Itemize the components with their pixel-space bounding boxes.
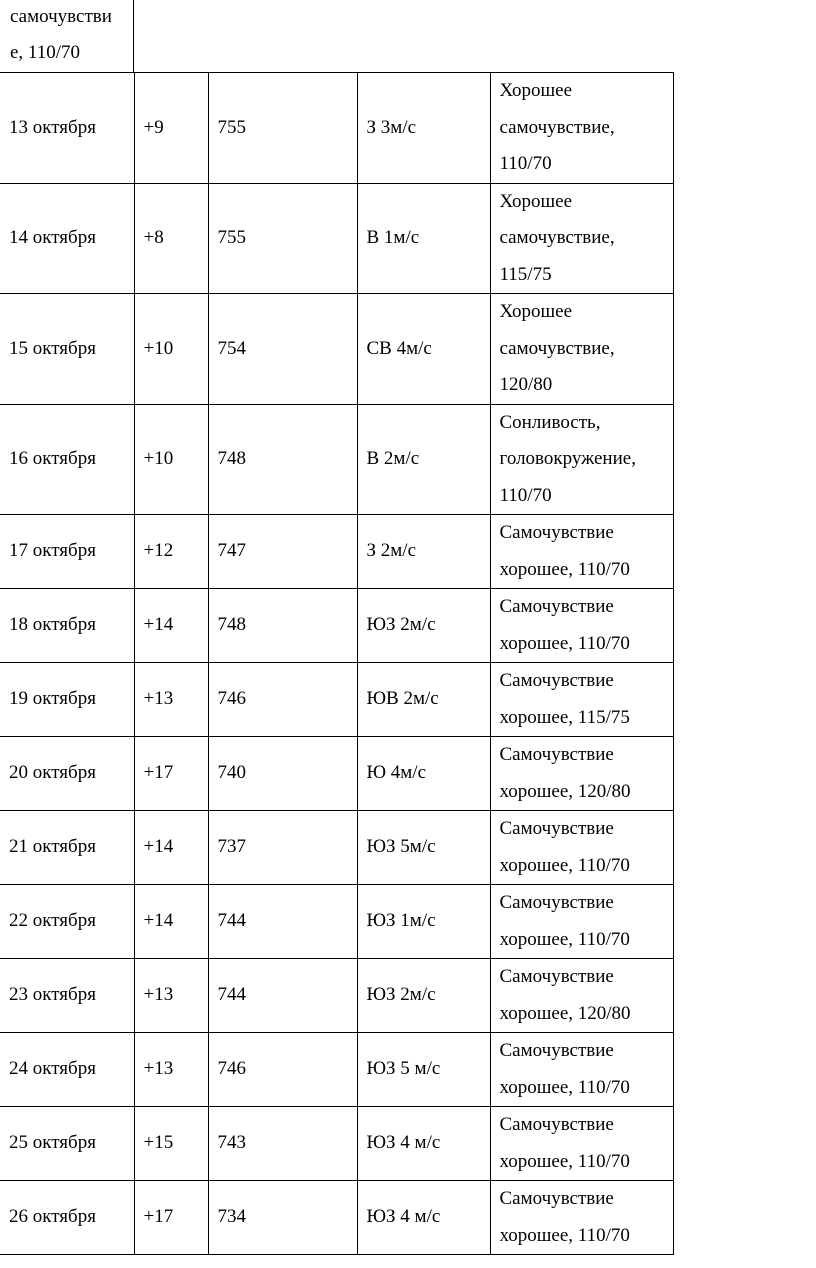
table-row (0, 515, 673, 589)
temperature-cell: +13 (134, 663, 208, 737)
pressure-cell: 754 (208, 294, 357, 405)
wellbeing-line: Сонливость, (499, 411, 601, 433)
wellbeing-cell (490, 183, 673, 294)
wellbeing-cell (490, 959, 673, 1033)
pressure-cell: 748 (208, 589, 357, 663)
wellbeing-cell (490, 404, 673, 515)
wellbeing-line: хорошее, 115/75 (499, 706, 630, 728)
table-row (0, 404, 673, 515)
wellbeing-line: Хорошее (499, 80, 573, 101)
pressure-cell: 748 (208, 404, 357, 515)
wellbeing-line: Самочувствие (499, 1114, 614, 1135)
wellbeing-cell (490, 737, 673, 811)
temperature-cell: +13 (134, 1033, 208, 1107)
wellbeing-line: Самочувствие (499, 522, 614, 543)
wind-cell: ЮЗ 2м/с (357, 959, 490, 1033)
table-row (0, 589, 673, 663)
temperature-cell: +12 (134, 515, 208, 589)
pressure-cell: 744 (208, 885, 357, 959)
wellbeing-cell (490, 885, 673, 959)
table-row (0, 737, 673, 811)
fragment-line-1: самочувстви (10, 6, 112, 27)
table-row (0, 1107, 673, 1181)
wind-cell: З 2м/с (357, 515, 490, 589)
wellbeing-line: хорошее, 110/70 (499, 632, 630, 654)
pressure-cell: 746 (208, 663, 357, 737)
table-body (0, 73, 673, 1255)
table-row (0, 885, 673, 959)
wind-cell: ЮЗ 2м/с (357, 589, 490, 663)
wellbeing-line: хорошее, 110/70 (499, 854, 630, 876)
wellbeing-line: Самочувствие (499, 966, 614, 987)
wellbeing-cell (490, 663, 673, 737)
wind-cell: ЮВ 2м/с (357, 663, 490, 737)
temperature-cell: +8 (134, 183, 208, 294)
date-cell: 26 октября (0, 1181, 134, 1255)
wind-cell: СВ 4м/с (357, 294, 490, 405)
wellbeing-cell (490, 1033, 673, 1107)
date-cell: 16 октября (0, 404, 134, 515)
wellbeing-line: Самочувствие (499, 744, 614, 765)
wellbeing-line: хорошее, 120/80 (499, 1002, 631, 1024)
wellbeing-line: Самочувствие (499, 596, 614, 617)
table-row (0, 73, 673, 184)
wellbeing-line: хорошее, 110/70 (499, 1076, 630, 1098)
wellbeing-line: Самочувствие (499, 818, 614, 839)
date-cell: 23 октября (0, 959, 134, 1033)
temperature-cell: +17 (134, 737, 208, 811)
pressure-cell: 740 (208, 737, 357, 811)
pressure-cell: 755 (208, 183, 357, 294)
wellbeing-line: самочувствие, (499, 337, 615, 359)
date-cell: 17 октября (0, 515, 134, 589)
date-cell: 21 октября (0, 811, 134, 885)
table-row (0, 183, 673, 294)
temperature-cell: +9 (134, 73, 208, 184)
wind-cell: Ю 4м/с (357, 737, 490, 811)
wind-cell: З 3м/с (357, 73, 490, 184)
weather-wellbeing-table (0, 72, 674, 1255)
date-cell: 25 октября (0, 1107, 134, 1181)
wellbeing-line: самочувствие, (499, 116, 615, 138)
wellbeing-line: Хорошее (499, 301, 573, 322)
wellbeing-line: 120/80 (499, 374, 553, 395)
temperature-cell: +14 (134, 885, 208, 959)
wellbeing-line: Самочувствие (499, 670, 614, 691)
pressure-cell: 743 (208, 1107, 357, 1181)
wellbeing-cell (490, 1107, 673, 1181)
temperature-cell: +13 (134, 959, 208, 1033)
wind-cell: ЮЗ 4 м/с (357, 1181, 490, 1255)
temperature-cell: +14 (134, 811, 208, 885)
wellbeing-cell (490, 1181, 673, 1255)
wellbeing-cell (490, 811, 673, 885)
table-row (0, 1033, 673, 1107)
pressure-cell: 755 (208, 73, 357, 184)
wellbeing-line: самочувствие, (499, 227, 615, 248)
date-cell: 20 октября (0, 737, 134, 811)
table-row (0, 959, 673, 1033)
wellbeing-line: Самочувствие (499, 1040, 614, 1061)
fragment-line-2: е, 110/70 (10, 42, 81, 63)
pressure-cell: 737 (208, 811, 357, 885)
pressure-cell: 747 (208, 515, 357, 589)
date-cell: 19 октября (0, 663, 134, 737)
wellbeing-line: хорошее, 110/70 (499, 928, 630, 950)
continued-cell-fragment (0, 0, 134, 73)
wellbeing-line: головокружение, (499, 448, 636, 469)
date-cell: 22 октября (0, 885, 134, 959)
temperature-cell: +14 (134, 589, 208, 663)
pressure-cell: 744 (208, 959, 357, 1033)
wellbeing-line: хорошее, 110/70 (499, 1224, 630, 1246)
wellbeing-cell (490, 515, 673, 589)
wind-cell: В 1м/с (357, 183, 490, 294)
wellbeing-line: 115/75 (499, 263, 552, 285)
wellbeing-line: 110/70 (499, 484, 552, 506)
wind-cell: ЮЗ 5м/с (357, 811, 490, 885)
table-row (0, 294, 673, 405)
temperature-cell: +10 (134, 294, 208, 405)
table-row (0, 1181, 673, 1255)
date-cell: 18 октября (0, 589, 134, 663)
wellbeing-cell (490, 589, 673, 663)
temperature-cell: +15 (134, 1107, 208, 1181)
date-cell: 13 октября (0, 73, 134, 184)
wellbeing-line: 110/70 (499, 153, 552, 174)
wellbeing-line: Самочувствие (499, 892, 614, 913)
wind-cell: ЮЗ 4 м/с (357, 1107, 490, 1181)
temperature-cell: +17 (134, 1181, 208, 1255)
wind-cell: ЮЗ 1м/с (357, 885, 490, 959)
table-row (0, 663, 673, 737)
wellbeing-cell (490, 294, 673, 405)
wind-cell: В 2м/с (357, 404, 490, 515)
temperature-cell: +10 (134, 404, 208, 515)
date-cell: 24 октября (0, 1033, 134, 1107)
table-row (0, 811, 673, 885)
pressure-cell: 734 (208, 1181, 357, 1255)
wind-cell: ЮЗ 5 м/с (357, 1033, 490, 1107)
wellbeing-line: хорошее, 110/70 (499, 558, 630, 580)
wellbeing-line: хорошее, 110/70 (499, 1150, 630, 1172)
wellbeing-line: Хорошее (499, 190, 573, 212)
wellbeing-cell (490, 73, 673, 184)
pressure-cell: 746 (208, 1033, 357, 1107)
wellbeing-line: хорошее, 120/80 (499, 780, 631, 802)
date-cell: 14 октября (0, 183, 134, 294)
date-cell: 15 октября (0, 294, 134, 405)
wellbeing-line: Самочувствие (499, 1188, 614, 1209)
